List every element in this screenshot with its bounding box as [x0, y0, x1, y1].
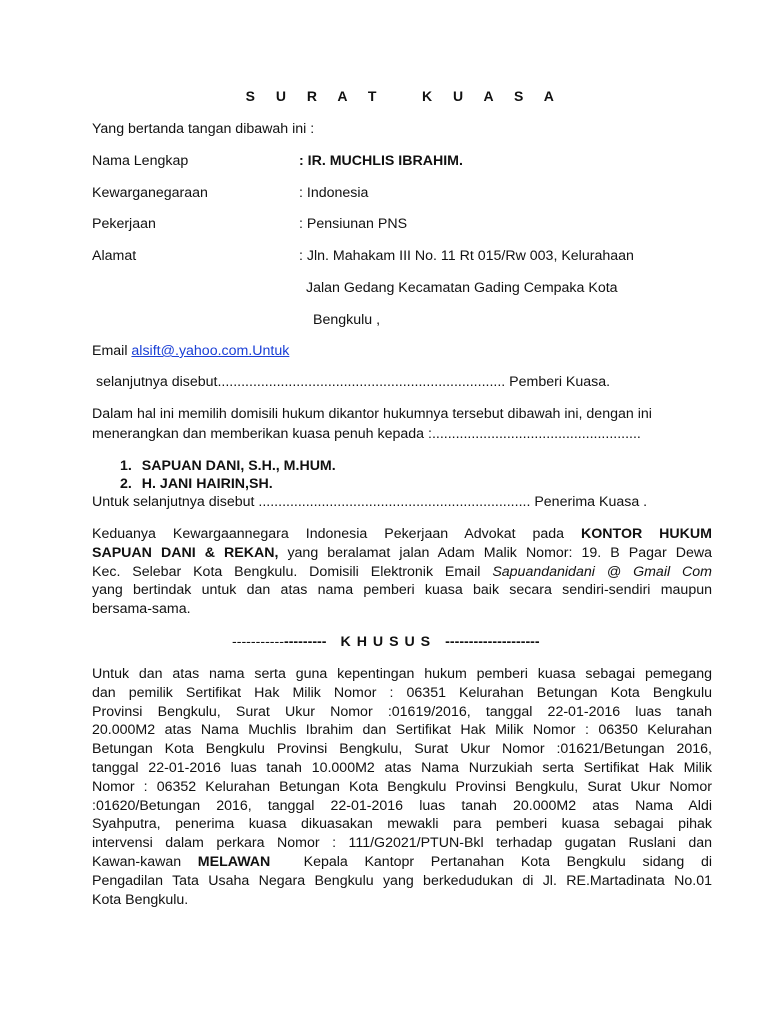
address-label: Alamat: [92, 248, 137, 264]
address-line-2: Jalan Gedang Kecamatan Gading Cempaka Kota: [306, 280, 618, 296]
document-title: S U R A T K U A S A: [245, 88, 563, 104]
address-line-3: Bengkulu ,: [313, 312, 381, 328]
khusus-line: dan pemilik Sertifikat Hak Milik Nomor : 06351 Kelurahan Betungan Kota Bengkulu: [92, 684, 712, 701]
attorney-name: SAPUAN DANI, S.H., M.HUM.: [141, 458, 336, 474]
attorney-number: 2.: [120, 476, 132, 492]
advocate-line-3: [92, 563, 712, 582]
khusus-heading: [232, 634, 540, 650]
citizenship-value: : Indonesia: [299, 185, 369, 201]
khusus-line: :01620/Betungan 2016, tanggal 22-01-2016 luas tanah 20.000M2 atas Nama Aldi: [92, 797, 712, 814]
law-office-name: KONTOR HUKUM: [581, 526, 712, 542]
khusus-text: Kepala Kantopr Pertanahan Kota Bengkulu sidang di: [270, 853, 712, 870]
khusus-line: Untuk dan atas nama serta guna kepentingan hukum pemberi kuasa sebagai pemegang: [92, 666, 712, 682]
advocate-line-5: bersama-sama.: [92, 601, 191, 618]
khusus-dashes-right: --------------------: [445, 634, 540, 650]
khusus-line: intervensi dalam perkara Nomor : 111/G2021/PTUN-Bkl terhadap gugatan Ruslani dan: [92, 835, 712, 852]
khusus-line: Pengadilan Tata Usaha Negara Bengkulu yang berkedudukan di Jl. RE.Martadinata No.01: [92, 872, 712, 889]
pemberi-kuasa-line: selanjutnya disebut......................................................................... Pemberi Kuasa.: [96, 374, 611, 390]
khusus-word: K H U S U S: [340, 634, 432, 650]
khusus-line: Betungan Kota Bengkulu Provinsi Bengkulu, Surat Ukur Nomor :01621/Betungan 2016,: [92, 741, 712, 758]
khusus-line: Syahputra, penerima kuasa dikuasakan mewakli para pemberi kuasa sebagai pihak: [92, 816, 712, 833]
job-label: Pekerjaan: [92, 216, 156, 232]
attorney-item-1: [120, 458, 336, 474]
advocate-paragraph: [92, 525, 712, 619]
advocate-line-4: yang bertindak untuk dan atas nama pemberi kuasa baik secara sendiri-sendiri maupun: [92, 582, 712, 599]
advocate-text: yang beralamat jalan Adam Malik Nomor: 19. B Pagar Dewa: [278, 544, 712, 561]
attorney-item-2: [120, 476, 273, 492]
domisili-line-1: Dalam hal ini memilih domisili hukum dikantor hukumnya tersebut dibawah ini, dengan ini: [92, 406, 652, 422]
khusus-text: Kawan-kawan: [92, 853, 198, 870]
email-link[interactable]: alsift@.yahoo.com.Untuk: [131, 343, 290, 359]
email-label: Email: [92, 343, 132, 359]
khusus-line: Nomor : 06352 Kelurahan Betungan Kota Bengkulu Provinsi Bengkulu, Surat Ukur Nomor: [92, 778, 712, 795]
citizenship-label: Kewarganegaraan: [92, 185, 208, 201]
advocate-text: Kec. Selebar Kota Bengkulu. Domisili Elektronik Email: [92, 563, 493, 580]
law-office-name-cont: SAPUAN DANI & REKAN,: [92, 544, 279, 561]
advocate-text: Keduanya Kewargaannegara Indonesia Pekerjaan Advokat pada: [92, 526, 582, 542]
name-label: Nama Lengkap: [92, 153, 189, 169]
attorney-number: 1.: [120, 458, 132, 474]
advocate-email: Sapuandanidani @ Gmail Com: [492, 563, 712, 580]
melawan-word: MELAWAN: [197, 853, 271, 870]
penerima-kuasa-line: Untuk selanjutnya disebut ..................................................................... Penerima Kuasa .: [92, 494, 648, 510]
email-line: [92, 343, 289, 359]
advocate-line-2: [92, 544, 712, 563]
khusus-line: 20.000M2 atas Nama Muchlis Ibrahim dan Sertifikat Hak Milik Nomor : 06350 Kelurahan: [92, 722, 712, 739]
khusus-line: tanggal 22-01-2016 luas tanah 10.000M2 atas Nama Nurzukiah serta Sertifikat Hak Milik: [92, 759, 712, 776]
khusus-paragraph: [92, 665, 712, 909]
khusus-line: Kota Bengkulu.: [92, 891, 189, 908]
khusus-dashes-left: -----------: [232, 634, 284, 650]
job-value: : Pensiunan PNS: [299, 216, 408, 232]
name-value: : IR. MUCHLIS IBRAHIM.: [299, 153, 463, 169]
khusus-line: Provinsi Bengkulu, Surat Ukur Nomor :01619/2016, tanggal 22-01-2016 luas tanah: [92, 703, 712, 720]
attorney-name: H. JANI HAIRIN,SH.: [141, 476, 273, 492]
intro-text: Yang bertanda tangan dibawah ini :: [92, 121, 315, 137]
address-line-1: : Jln. Mahakam III No. 11 Rt 015/Rw 003, Kelurahaan: [299, 248, 634, 264]
advocate-line-1: [92, 525, 712, 544]
domisili-line-2: menerangkan dan memberikan kuasa penuh kepada :.....................................................: [92, 426, 641, 442]
khusus-dashes-left-bold: ---------: [283, 634, 327, 650]
khusus-line: [92, 853, 712, 872]
